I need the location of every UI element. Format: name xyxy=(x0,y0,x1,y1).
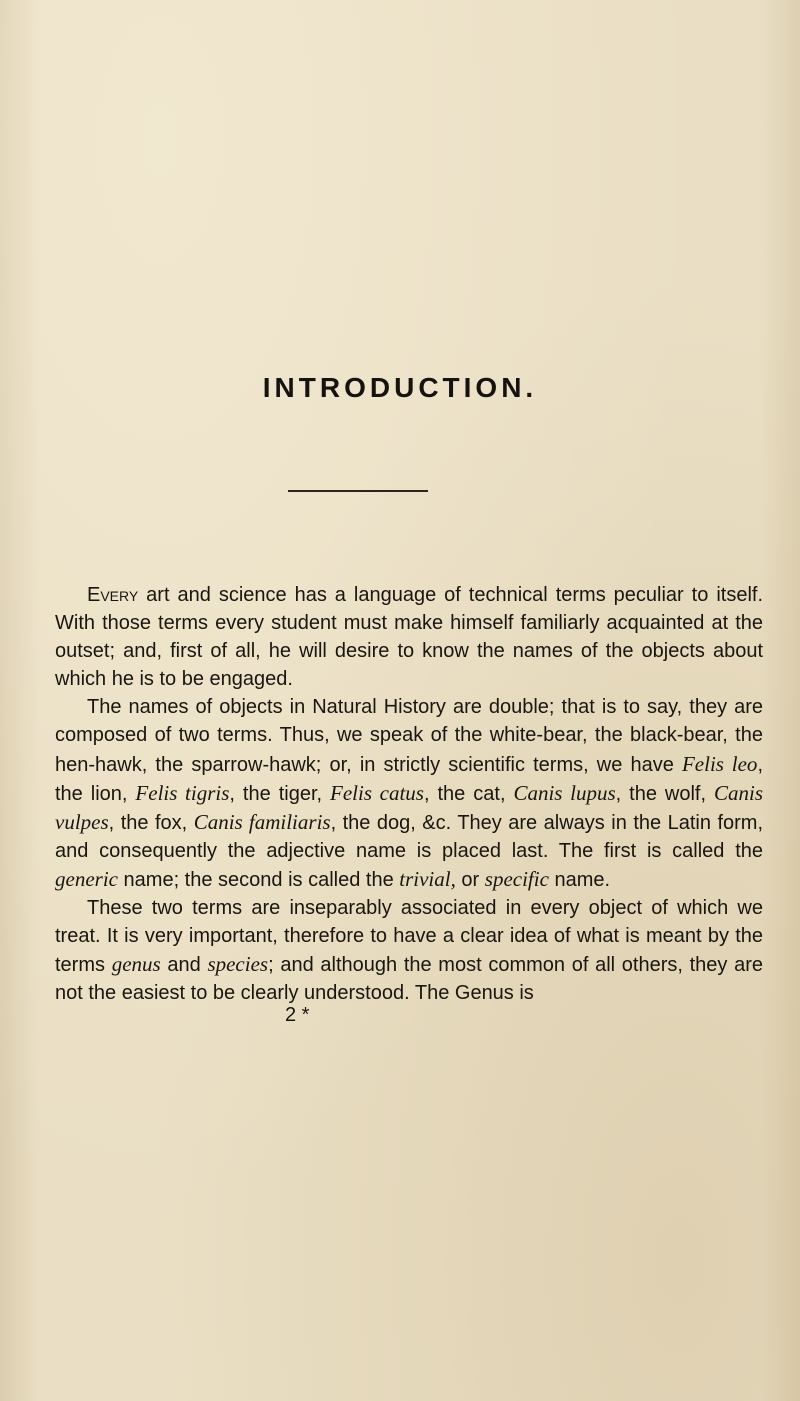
paragraph-2-segment-19: name. xyxy=(548,868,611,891)
term-genus: genus xyxy=(111,952,161,977)
term-trivial: trivial, xyxy=(399,866,456,891)
paragraph-3-segment-1: These two terms are inseparably associated in every object of which we treat. It is very important, therefore to have a clear idea of what is meant by the terms xyxy=(55,897,763,977)
paragraph-2-segment-13: , the dog, &c. They are always in the Latin form, and consequently the adjective name is placed last. The first is called the xyxy=(55,811,764,862)
page-title: INTRODUCTION. xyxy=(262,372,538,403)
paragraph-1 xyxy=(55,581,763,693)
latin-term-felis-tigris: Felis tigris xyxy=(135,780,230,805)
paragraph-2-segment-11: , the fox, xyxy=(108,811,194,834)
paragraph-2-segment-1: The names of objects in Natural History are double; that is to say, they are composed of two terms. Thus, we speak of the white-bear, the black-bear, the hen-hawk, the sparrow-hawk; or, in strictly scientific terms, we have xyxy=(55,696,763,776)
paragraph-2-segment-15: name; the second is called the xyxy=(117,868,400,891)
paragraph-2-segment-17: or xyxy=(455,868,485,891)
paragraph-2-segment-9: , the wolf, xyxy=(615,782,714,805)
paragraph-2-segment-5: , the tiger, xyxy=(229,782,331,805)
latin-term-canis-lupus: Canis lupus xyxy=(513,780,616,805)
term-generic: generic xyxy=(55,866,118,891)
signature-mark: 2 * xyxy=(285,1004,310,1026)
latin-term-felis-leo: Felis leo xyxy=(681,751,758,776)
paragraph-3-segment-3: and xyxy=(160,954,208,977)
term-species: species xyxy=(207,952,269,977)
body-text xyxy=(55,581,763,1007)
title-divider-rule xyxy=(288,490,428,492)
paragraph-1-segment-1: Every xyxy=(87,584,139,606)
latin-term-felis-catus: Felis catus xyxy=(330,780,424,805)
latin-term-canis-vulpes: Canis vulpes xyxy=(55,780,763,834)
paragraph-2 xyxy=(55,693,763,894)
latin-term-canis-familiaris: Canis familiaris xyxy=(193,809,331,834)
term-specific: specific xyxy=(484,866,549,891)
paragraph-3 xyxy=(55,894,763,1007)
paragraph-3-segment-5: ; and although the most common of all others, they are not the easiest to be clearly understood. The Genus is xyxy=(55,954,763,1005)
paragraph-2-segment-7: , the cat, xyxy=(423,782,514,805)
paragraph-1-segment-2: art and science has a language of technical terms peculiar to itself. With those terms every student must make himself familiarly acquainted at the outset; and, first of all, he will desire to know the names of the objects about which he is to be engaged. xyxy=(55,584,763,691)
paragraph-2-segment-3: , the lion, xyxy=(55,753,763,805)
